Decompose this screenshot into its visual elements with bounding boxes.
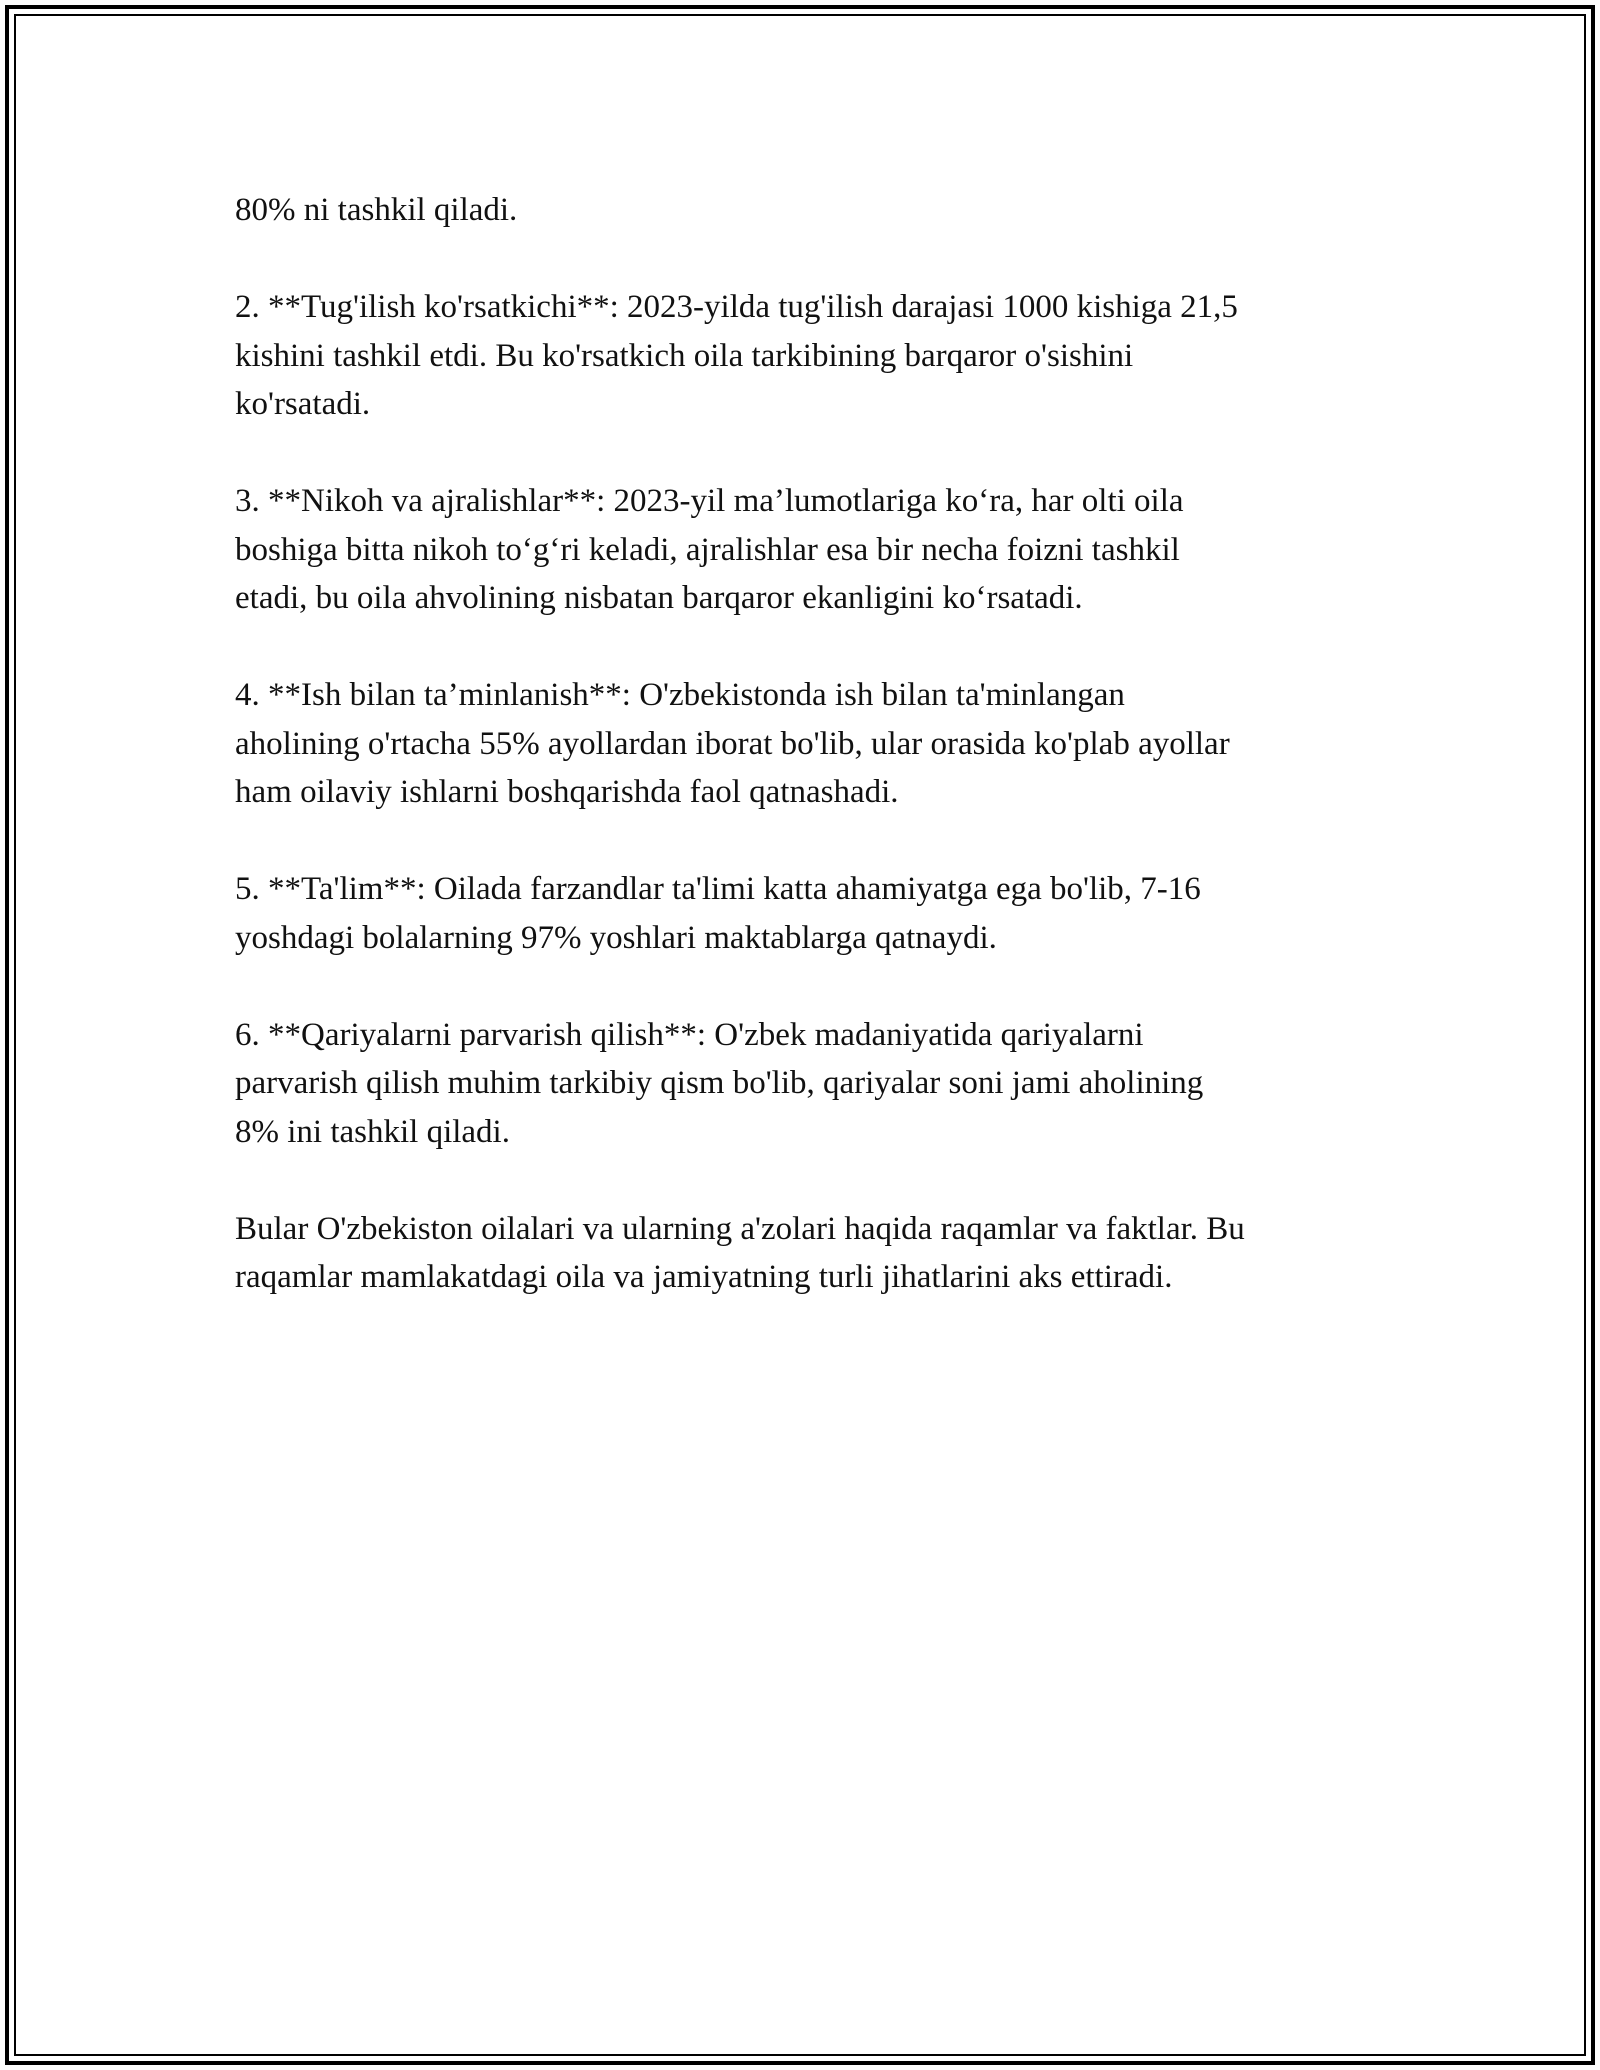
paragraph-item-4-employment: 4. **Ish bilan ta’minlanish**: O'zbekistonda ish bilan ta'minlangan aholining o'rtacha 55% ayollardan iborat bo'lib, ular orasida ko'plab ayollar ham oilaviy ishlarni boshqarishda faol qatnashadi. [235, 677, 1230, 810]
paragraph-item-5-education: 5. **Ta'lim**: Oilada farzandlar ta'limi katta ahamiyatga ega bo'lib, 7-16 yoshdagi bolalarning 97% yoshlari maktablarga qatnaydi. [235, 871, 1201, 956]
paragraph-conclusion: Bular O'zbekiston oilalari va ularning a'zolari haqida raqamlar va faktlar. Bu raqamlar mamlakatdagi oila va jamiyatning turli jihatlarini aks ettiradi. [235, 1210, 1245, 1295]
paragraph-item-6-elderly-care: 6. **Qariyalarni parvarish qilish**: O'zbek madaniyatida qariyalarni parvarish qilish muhim tarkibiy qism bo'lib, qariyalar soni jami aholining 8% ini tashkil qiladi. [235, 1016, 1204, 1150]
paragraph-item-3-marriage-divorce: 3. **Nikoh va ajralishlar**: 2023-yil ma’lumotlariga ko‘ra, har olti oila boshiga bitta nikoh to‘g‘ri keladi, ajralishlar esa bir necha foizni tashkil etadi, bu oila ahvolining nisbatan barqaror ekanligini ko‘rsatadi. [235, 483, 1184, 616]
document-body [235, 186, 1375, 1350]
paragraph-continuation: 80% ni tashkil qiladi. [235, 192, 518, 228]
paragraph-item-2-birth-rate: 2. **Tug'ilish ko'rsatkichi**: 2023-yilda tug'ilish darajasi 1000 kishiga 21,5 kishini tashkil etdi. Bu ko'rsatkich oila tarkibining barqaror o'sishini ko'rsatadi. [235, 289, 1238, 422]
